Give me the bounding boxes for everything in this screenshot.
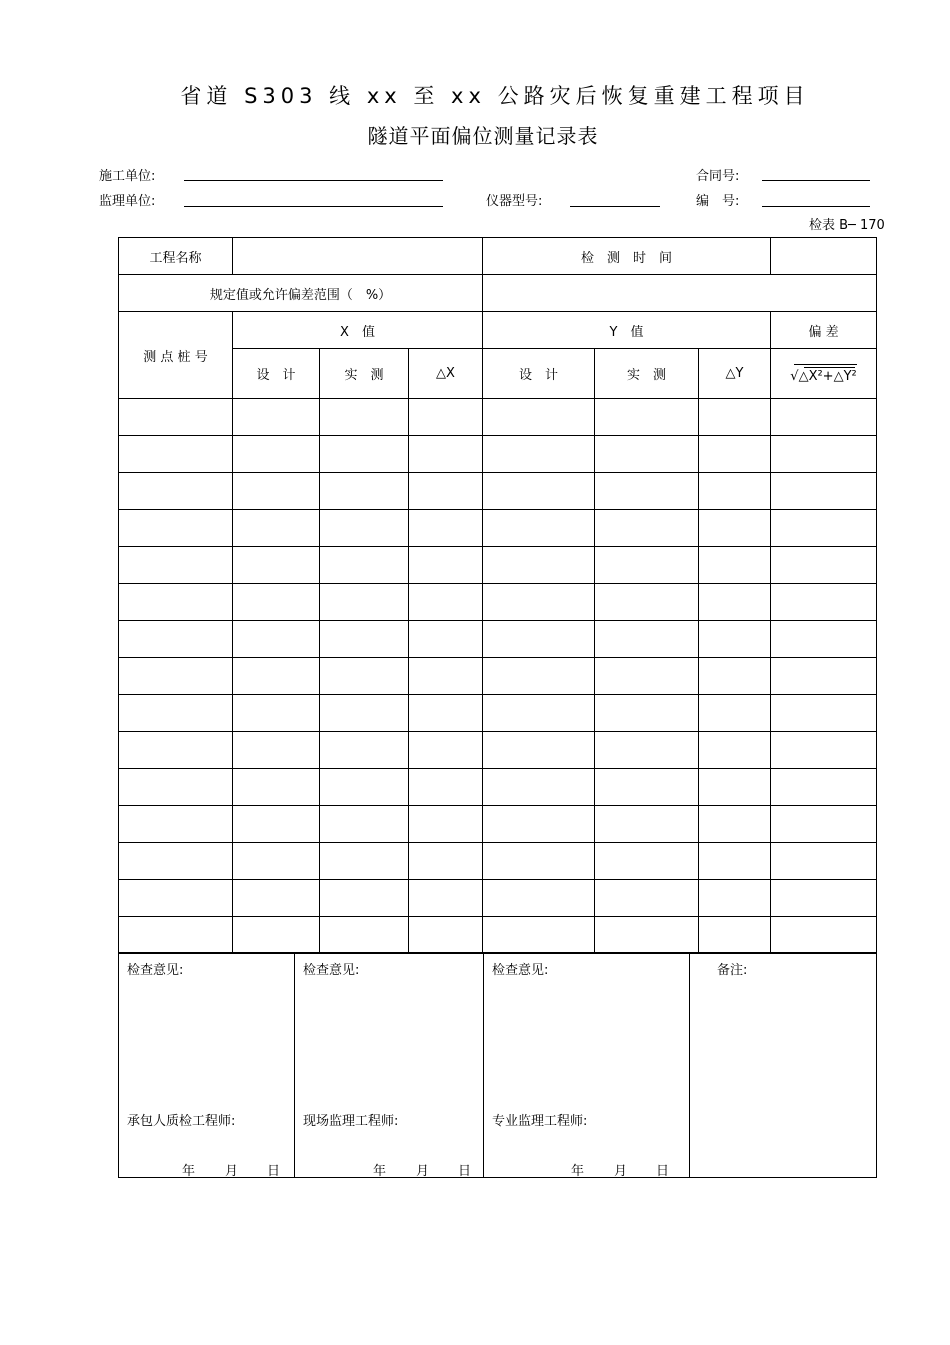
table-cell[interactable]: [233, 473, 320, 510]
table-cell[interactable]: [771, 695, 877, 732]
table-cell[interactable]: [483, 621, 595, 658]
table-row: [119, 917, 877, 954]
test-time-cell[interactable]: [771, 238, 877, 275]
table-cell[interactable]: [320, 732, 409, 769]
tolerance-cell[interactable]: [483, 275, 877, 312]
contractor-opinion-box[interactable]: 检查意见: 承包人质检工程师: 年 月 日: [119, 953, 295, 1178]
supervisor-label: 监理单位:: [99, 194, 156, 209]
project-name-label: 工程名称: [119, 238, 233, 275]
table-cell[interactable]: [320, 399, 409, 436]
table-cell[interactable]: [483, 806, 595, 843]
measurement-table: [118, 237, 877, 954]
table-cell[interactable]: [119, 658, 233, 695]
table-cell[interactable]: [119, 436, 233, 473]
table-cell[interactable]: [699, 806, 771, 843]
contractor-field[interactable]: [184, 180, 443, 181]
table-cell[interactable]: [409, 843, 483, 880]
table-cell[interactable]: [771, 473, 877, 510]
table-cell[interactable]: [699, 658, 771, 695]
table-cell[interactable]: [483, 399, 595, 436]
table-cell[interactable]: [595, 917, 699, 954]
remarks-box[interactable]: [690, 953, 877, 1178]
table-cell[interactable]: [320, 473, 409, 510]
table-cell[interactable]: [233, 547, 320, 584]
deviation-header: 偏 差: [771, 312, 877, 349]
table-cell[interactable]: [595, 547, 699, 584]
table-cell[interactable]: [320, 917, 409, 954]
table-cell[interactable]: [595, 695, 699, 732]
table-cell[interactable]: [320, 806, 409, 843]
table-cell[interactable]: [699, 510, 771, 547]
table-cell[interactable]: [483, 510, 595, 547]
table-cell[interactable]: [320, 880, 409, 917]
site-supervisor-label: 现场监理工程师:: [303, 1114, 399, 1129]
table-row: [119, 880, 877, 917]
opinion-label: 检查意见:: [303, 963, 360, 978]
station-label: 测 点 桩 号: [119, 312, 233, 399]
table-cell[interactable]: [595, 399, 699, 436]
table-cell[interactable]: [409, 917, 483, 954]
table-cell[interactable]: [320, 547, 409, 584]
table-cell[interactable]: [771, 584, 877, 621]
table-cell[interactable]: [320, 584, 409, 621]
table-cell[interactable]: [699, 584, 771, 621]
table-cell[interactable]: [771, 436, 877, 473]
table-cell[interactable]: [119, 473, 233, 510]
table-cell[interactable]: [409, 695, 483, 732]
table-cell[interactable]: [699, 880, 771, 917]
instrument-field[interactable]: [570, 206, 660, 207]
contract-no-label: 合同号:: [696, 169, 740, 184]
form-number: 检表 B─ 170: [809, 218, 885, 233]
table-cell[interactable]: [771, 732, 877, 769]
project-name-cell[interactable]: [233, 238, 483, 275]
table-cell[interactable]: [699, 769, 771, 806]
table-row: [119, 621, 877, 658]
remarks-label: 备注:: [717, 963, 748, 978]
deviation-formula: √△X²+△Y²: [771, 349, 877, 399]
table-cell[interactable]: [699, 436, 771, 473]
table-cell[interactable]: [119, 880, 233, 917]
table-cell[interactable]: [699, 399, 771, 436]
table-cell[interactable]: [595, 880, 699, 917]
table-cell[interactable]: [483, 732, 595, 769]
table-cell[interactable]: [595, 843, 699, 880]
x-value-header: X 值: [233, 312, 483, 349]
table-cell[interactable]: [771, 806, 877, 843]
table-cell[interactable]: [483, 880, 595, 917]
table-cell[interactable]: [119, 547, 233, 584]
delta-y-header: △Y: [699, 349, 771, 399]
table-cell[interactable]: [409, 436, 483, 473]
table-cell[interactable]: [119, 399, 233, 436]
table-cell[interactable]: [699, 732, 771, 769]
table-row: [119, 843, 877, 880]
table-cell[interactable]: [483, 843, 595, 880]
delta-x-header: △X: [409, 349, 483, 399]
contractor-engineer-label: 承包人质检工程师:: [127, 1114, 236, 1129]
table-cell[interactable]: [595, 584, 699, 621]
table-cell[interactable]: [699, 695, 771, 732]
table-cell[interactable]: [233, 658, 320, 695]
table-cell[interactable]: [483, 584, 595, 621]
table-cell[interactable]: [771, 621, 877, 658]
table-row: [119, 547, 877, 584]
table-row: [119, 436, 877, 473]
x-measured-header: 实 测: [320, 349, 409, 399]
table-cell[interactable]: [409, 769, 483, 806]
table-cell[interactable]: [595, 769, 699, 806]
table-cell[interactable]: [320, 436, 409, 473]
serial-label: 编 号:: [696, 194, 740, 209]
table-cell[interactable]: [233, 436, 320, 473]
table-cell[interactable]: [320, 769, 409, 806]
table-cell[interactable]: [233, 695, 320, 732]
signature-section: [118, 952, 877, 1178]
document-title: 省道 S303 线 xx 至 xx 公路灾后恢复重建工程项目: [180, 84, 810, 108]
table-cell[interactable]: [595, 658, 699, 695]
table-cell[interactable]: [409, 880, 483, 917]
table-cell[interactable]: [771, 658, 877, 695]
table-cell[interactable]: [483, 769, 595, 806]
contractor-label: 施工单位:: [99, 169, 156, 184]
table-cell[interactable]: [119, 806, 233, 843]
table-cell[interactable]: [119, 769, 233, 806]
table-cell[interactable]: [233, 584, 320, 621]
table-cell[interactable]: [699, 917, 771, 954]
table-cell[interactable]: [233, 621, 320, 658]
table-cell[interactable]: [233, 843, 320, 880]
table-cell[interactable]: [771, 917, 877, 954]
table-cell[interactable]: [409, 399, 483, 436]
table-cell[interactable]: [119, 732, 233, 769]
table-row: [119, 695, 877, 732]
table-cell[interactable]: [320, 621, 409, 658]
table-cell[interactable]: [409, 621, 483, 658]
table-cell[interactable]: [409, 806, 483, 843]
table-cell[interactable]: [119, 695, 233, 732]
table-cell[interactable]: [771, 769, 877, 806]
table-cell[interactable]: [699, 547, 771, 584]
tolerance-label: 规定值或允许偏差范围（ %）: [119, 275, 483, 312]
table-cell[interactable]: [595, 806, 699, 843]
table-row: [119, 806, 877, 843]
table-row: [119, 473, 877, 510]
test-time-label: 检 测 时 间: [483, 238, 771, 275]
table-cell[interactable]: [595, 621, 699, 658]
table-cell[interactable]: [699, 473, 771, 510]
serial-field[interactable]: [762, 206, 870, 207]
table-cell[interactable]: [483, 547, 595, 584]
table-cell[interactable]: [483, 917, 595, 954]
specialist-supervisor-opinion-box[interactable]: 检查意见: 专业监理工程师: 年 月 日: [484, 953, 690, 1178]
table-row: [119, 732, 877, 769]
document-subtitle: 隧道平面偏位测量记录表: [367, 124, 599, 148]
table-cell[interactable]: [320, 843, 409, 880]
x-design-header: 设 计: [233, 349, 320, 399]
table-cell[interactable]: [119, 510, 233, 547]
table-cell[interactable]: [409, 584, 483, 621]
table-cell[interactable]: [119, 843, 233, 880]
table-cell[interactable]: [233, 732, 320, 769]
table-cell[interactable]: [119, 917, 233, 954]
table-row: [119, 769, 877, 806]
supervisor-field[interactable]: [184, 206, 443, 207]
table-cell[interactable]: [409, 732, 483, 769]
table-cell[interactable]: [771, 843, 877, 880]
table-cell[interactable]: [409, 510, 483, 547]
table-cell[interactable]: [771, 510, 877, 547]
table-cell[interactable]: [483, 436, 595, 473]
table-cell[interactable]: [320, 510, 409, 547]
table-cell[interactable]: [409, 547, 483, 584]
opinion-label: 检查意见:: [127, 963, 184, 978]
table-cell[interactable]: [595, 436, 699, 473]
site-supervisor-opinion-box[interactable]: 检查意见: 现场监理工程师: 年 月 日: [295, 953, 484, 1178]
table-cell[interactable]: [483, 473, 595, 510]
table-row: [119, 658, 877, 695]
table-cell[interactable]: [699, 621, 771, 658]
table-row: [119, 399, 877, 436]
table-cell[interactable]: [233, 880, 320, 917]
table-cell[interactable]: [771, 399, 877, 436]
table-cell[interactable]: [320, 695, 409, 732]
y-value-header: Y 值: [483, 312, 771, 349]
table-cell[interactable]: [119, 584, 233, 621]
table-cell[interactable]: [320, 658, 409, 695]
table-cell[interactable]: [771, 547, 877, 584]
table-cell[interactable]: [595, 510, 699, 547]
table-cell[interactable]: [409, 473, 483, 510]
contract-no-field[interactable]: [762, 180, 870, 181]
table-cell[interactable]: [233, 917, 320, 954]
table-cell[interactable]: [595, 732, 699, 769]
y-measured-header: 实 测: [595, 349, 699, 399]
table-cell[interactable]: [233, 769, 320, 806]
table-cell[interactable]: [409, 658, 483, 695]
table-cell[interactable]: [233, 806, 320, 843]
table-cell[interactable]: [483, 695, 595, 732]
opinion-label: 检查意见:: [492, 963, 549, 978]
table-row: [119, 510, 877, 547]
table-cell[interactable]: [483, 658, 595, 695]
table-cell[interactable]: [233, 399, 320, 436]
table-cell[interactable]: [595, 473, 699, 510]
y-design-header: 设 计: [483, 349, 595, 399]
instrument-label: 仪器型号:: [486, 194, 543, 209]
table-row: [119, 584, 877, 621]
table-cell[interactable]: [119, 621, 233, 658]
table-cell[interactable]: [699, 843, 771, 880]
specialist-supervisor-label: 专业监理工程师:: [492, 1114, 588, 1129]
table-cell[interactable]: [771, 880, 877, 917]
table-cell[interactable]: [233, 510, 320, 547]
